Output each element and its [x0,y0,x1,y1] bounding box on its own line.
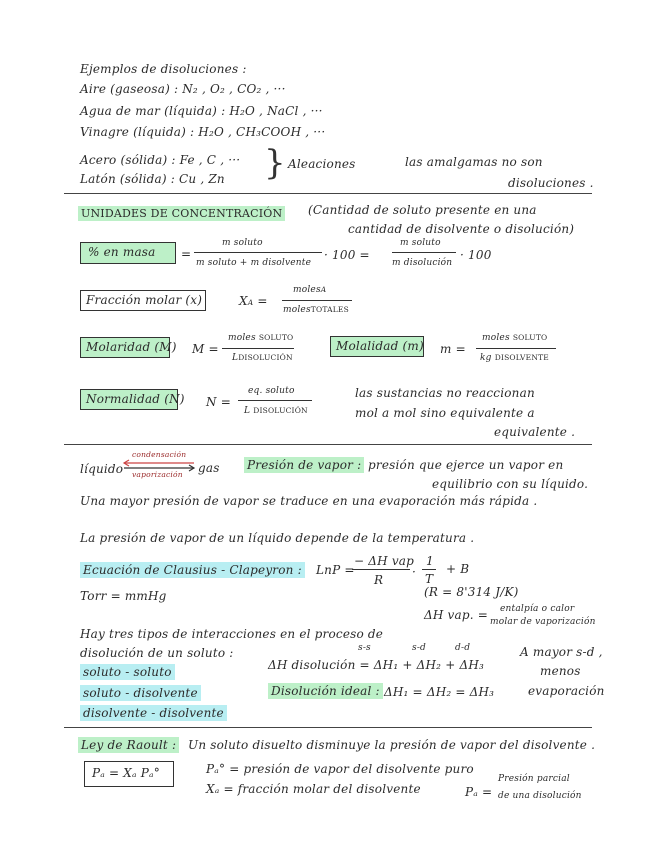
molality-lhs: m = [440,342,466,356]
ideal-label: Disolución ideal : [268,683,383,699]
raoult-title: Ley de Raoult : [78,737,179,753]
vapor-def-1: presión que ejerce un vapor en [368,458,564,472]
clausius-plus: + B [446,562,470,576]
examples-title: Ejemplos de disoluciones : [80,62,247,76]
solvent-solvent: disolvente - disolvente [80,705,227,721]
solute-solvent: soluto - disolvente [80,685,201,701]
molar-lhs-x: X [239,294,248,308]
units-definition-1: (Cantidad de soluto presente en una [308,203,537,217]
xa-definition: Xₐ = fracción molar del disolvente [206,782,421,796]
example-sea-water: Agua de mar (líquida) : H₂O , NaCl , ··· [80,104,323,118]
example-brass: Latón (sólida) : Cu , Zn [80,172,225,186]
molality-den-text: kg [480,353,492,363]
clausius-den: R [374,573,384,587]
interactions-2: disolución de un soluto : [80,646,234,660]
clausius-label-wrap [80,563,305,577]
molarity-den-text: L [232,353,239,363]
molar-fraction-label: Fracción molar (x) [86,293,203,307]
raoult-title-wrap [78,738,179,752]
alloys-label: Aleaciones [288,157,356,171]
sd-note-1: A mayor s-d , [520,645,603,659]
amalgam-note-1: las amalgamas no son [405,155,543,169]
clausius-lhs: LnP = [316,563,355,577]
sd-label: s-d [412,643,427,653]
clausius-den-2: T [425,572,434,586]
clausius-num: − ΔH vap [354,554,415,568]
mass-mul-2: · 100 [460,248,492,262]
raoult-statement: Un soluto disuelto disminuye la presión de vapor del disolvente . [188,738,596,752]
molality-num-text: moles [482,333,510,343]
molar-num-text: moles [293,285,321,295]
dh-dissolution: ΔH disolución = ΔH₁ + ΔH₂ + ΔH₃ [268,658,485,672]
mass-den-1: m soluto + m disolvente [196,258,312,268]
torr-line: Torr = mmHg [80,589,167,603]
mass-num-2: m soluto [400,238,441,248]
molar-lhs-sub: A [247,298,254,307]
normality-note-1: las sustancias no reaccionan [355,386,535,400]
clausius-label: Ecuación de Clausius - Clapeyron : [80,562,305,578]
ideal-label-wrap [268,684,383,698]
vapor-pressure-title: Presión de vapor : [244,457,364,473]
divider [64,727,592,728]
molarity-label: Molaridad (M) [86,340,177,354]
units-title: UNIDADES DE CONCENTRACIÓN [78,206,285,221]
example-steel: Acero (sólida) : Fe , C , ··· [80,153,241,167]
sd-note-3: evaporación [528,684,605,698]
mass-den-2: m disolución [392,258,453,268]
molality-num-sub: SOLUTO [512,333,548,342]
dh-vap-def-2: molar de vaporización [490,617,596,627]
mass-percent-label: % en masa [88,245,156,259]
solute-solvent-wrap [80,686,201,700]
dh-vap-def-1: entalpía o calor [500,604,575,614]
molality-den-sub: DISOLVENTE [494,353,549,362]
pa-label: Pₐ = [465,785,493,799]
example-vinegar: Vinagre (líquida) : H₂O , CH₃COOH , ··· [80,125,326,139]
solute-solute-wrap [80,665,175,679]
r-value: (R = 8'314 J/K) [424,585,519,599]
molarity-num-sub: SOLUTO [258,333,294,342]
gas-label: gas [198,461,220,475]
vapor-line-1: Una mayor presión de vapor se traduce en una evaporación más rápida . [80,494,538,508]
liquid-label: líquido [80,462,124,476]
vapor-line-2: La presión de vapor de un líquido depende de la temperatura . [80,531,475,545]
mass-num-1: m soluto [222,238,263,248]
example-air: Aire (gaseosa) : N₂ , O₂ , CO₂ , ··· [80,82,286,96]
amalgam-note-2: disoluciones . [508,176,594,190]
molar-den-sub: TOTALES [310,305,349,314]
ideal-equation: ΔH₁ = ΔH₂ = ΔH₃ [384,685,495,699]
molar-lhs-eq: = [257,294,268,308]
fraction-line [352,569,410,570]
normality-label: Normalidad (N) [86,392,185,406]
raoult-formula: Pₐ = Xₐ Pₐ° [92,766,160,780]
sd-note-2: menos [540,664,581,678]
molarity-den-sub: DISOLUCIÓN [238,353,293,362]
clausius-dot: · [412,565,417,579]
dh-vap-label: ΔH vap. = [424,608,489,622]
dd-label: d-d [455,643,471,653]
pa-def-1: Presión parcial [498,774,570,784]
vapor-pressure-title-wrap [244,458,364,472]
fraction-line [422,569,436,570]
ss-label: s-s [358,643,371,653]
normality-num: eq. soluto [248,386,295,396]
normality-note-3: equivalente . [494,425,576,439]
molarity-lhs: M = [192,342,219,356]
mass-mul-1: · 100 = [324,248,370,262]
mass-eq: = [181,247,192,261]
vapor-def-2: equilibrio con su líquido. [432,477,589,491]
clausius-num-2: 1 [426,554,434,568]
pa0-definition: Pₐ° = presión de vapor del disolvente puro [206,762,474,776]
normality-den-text: L [244,406,251,416]
normality-lhs: N = [206,395,231,409]
units-definition-2: cantidad de disolvente o disolución) [348,222,575,236]
molar-num-sub: A [320,285,327,294]
molar-den-text: moles [283,305,311,315]
pa-def-2: de una disolución [498,791,582,801]
vaporization-label: vaporización [132,470,183,479]
normality-note-2: mol a mol sino equivalente a [355,406,535,420]
condensation-label: condensación [132,450,187,459]
molarity-num-text: moles [228,333,256,343]
brace-icon: } [264,143,286,183]
molality-label: Molalidad (m) [336,339,424,353]
solvent-solvent-wrap [80,706,227,720]
interactions-1: Hay tres tipos de interacciones en el proceso de [80,627,384,641]
solute-solute: soluto - soluto [80,664,175,680]
normality-den-sub: DISOLUCIÓN [253,406,308,415]
